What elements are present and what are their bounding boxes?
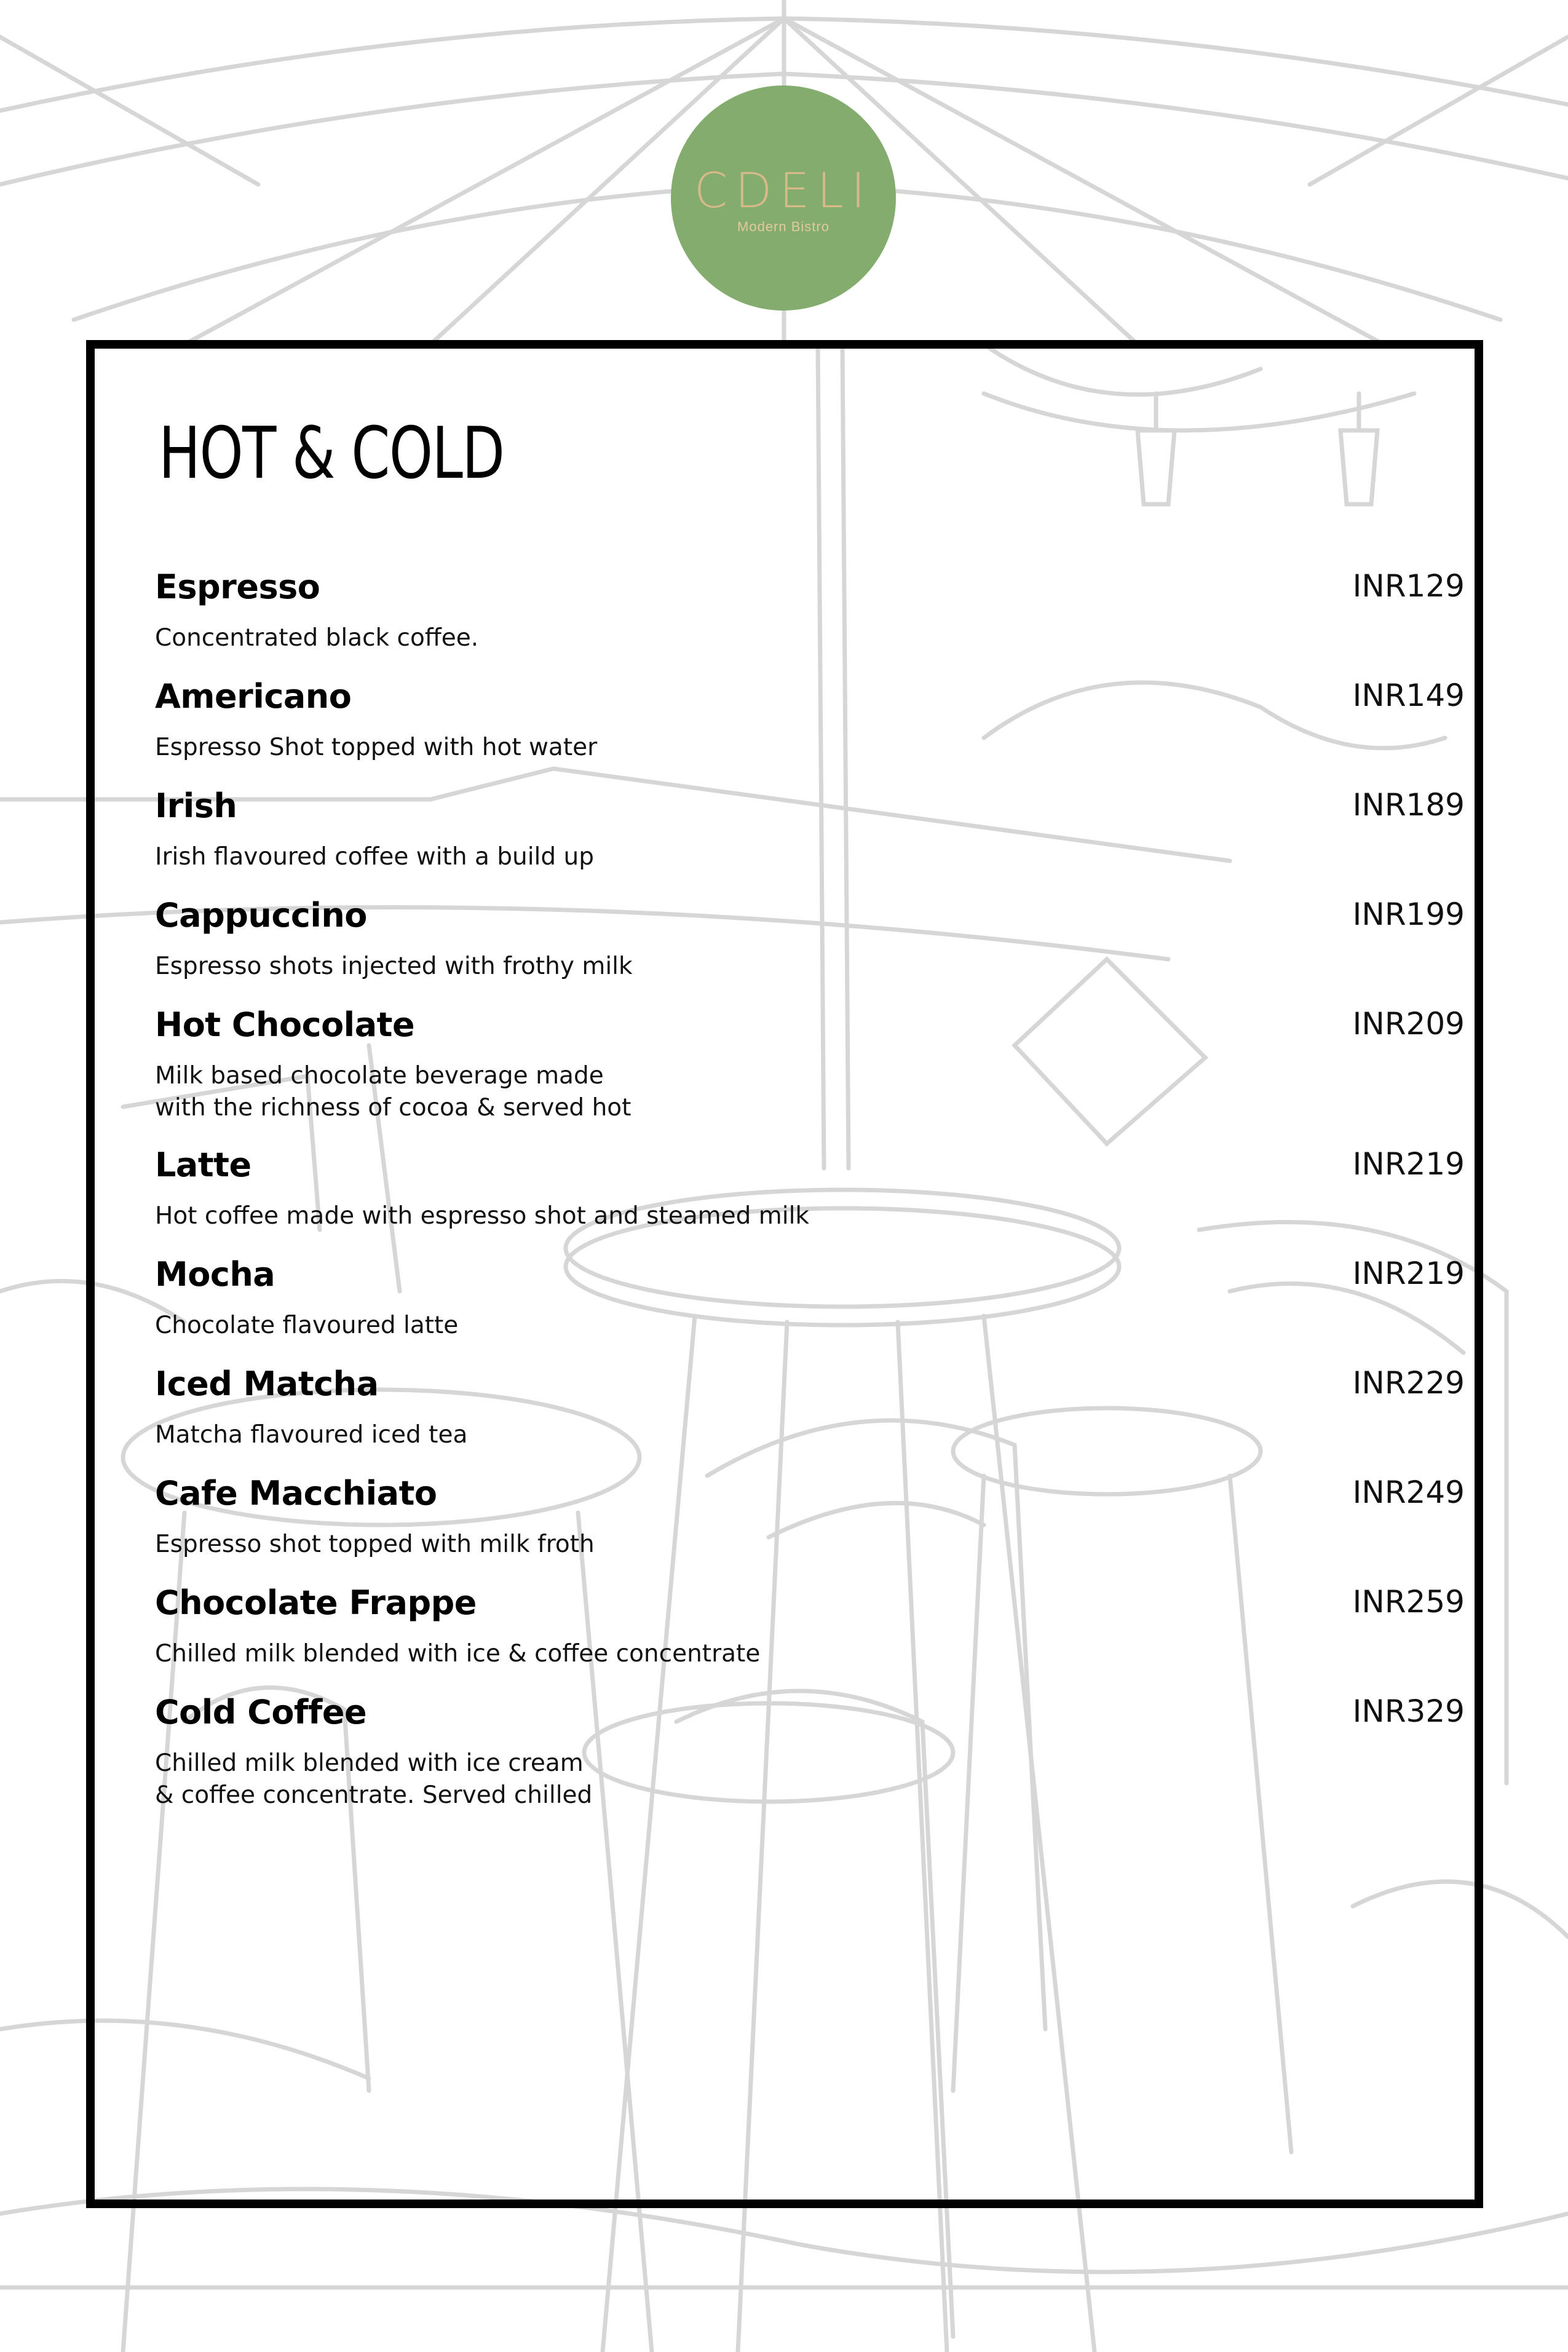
logo-wordmark: CDELI: [694, 164, 873, 219]
menu-item-name: Iced Matcha: [155, 1364, 379, 1403]
menu-item-name: Cappuccino: [155, 896, 367, 935]
menu-item-description: Irish flavoured coffee with a build up: [155, 843, 595, 871]
logo-subtitle: Modern Bistro: [737, 219, 830, 234]
menu-item-description: Espresso shot topped with milk froth: [155, 1530, 595, 1558]
menu-item-description: Hot coffee made with espresso shot and steamed milk: [155, 1202, 809, 1230]
menu-item-price: INR219: [1352, 1256, 1465, 1291]
menu-item-price: INR129: [1352, 568, 1465, 604]
logo-badge: [671, 85, 896, 311]
menu-item: [155, 1146, 1465, 1258]
menu-item-name: Chocolate Frappe: [155, 1583, 477, 1622]
menu-item: [155, 896, 1465, 1008]
menu-item-name: Latte: [155, 1146, 251, 1184]
menu-item-list: [155, 568, 1465, 1836]
menu-item-name: Cafe Macchiato: [155, 1474, 437, 1513]
menu-item-name: Irish: [155, 786, 237, 825]
menu-item-description: Concentrated black coffee.: [155, 624, 479, 652]
menu-item-name: Espresso: [155, 568, 320, 606]
menu-item-description: Matcha flavoured iced tea: [155, 1421, 468, 1449]
menu-item-description: Milk based chocolate beverage made with the richness of cocoa & served hot: [155, 1062, 632, 1122]
menu-item-price: INR329: [1352, 1693, 1465, 1729]
menu-item: [155, 1693, 1465, 1836]
menu-item-name: Americano: [155, 677, 352, 716]
menu-item: [155, 1005, 1465, 1149]
menu-item: [155, 1474, 1465, 1586]
menu-item-description: Chilled milk blended with ice cream & coffee concentrate. Served chilled: [155, 1749, 593, 1809]
menu-section-title: HOT & COLD: [159, 412, 504, 495]
menu-item: [155, 1255, 1465, 1368]
menu-item: [155, 568, 1465, 680]
menu-item-description: Espresso shots injected with frothy milk: [155, 952, 633, 980]
menu-item-description: Espresso Shot topped with hot water: [155, 734, 598, 761]
menu-item: [155, 1583, 1465, 1696]
menu-item-price: INR209: [1352, 1006, 1465, 1042]
menu-item-price: INR199: [1352, 897, 1465, 932]
menu-item-price: INR259: [1352, 1584, 1465, 1620]
menu-item-name: Mocha: [155, 1255, 275, 1294]
menu-item-price: INR189: [1352, 787, 1465, 823]
menu-item-name: Hot Chocolate: [155, 1005, 415, 1044]
menu-item-description: Chilled milk blended with ice & coffee concentrate: [155, 1640, 761, 1668]
menu-item-name: Cold Coffee: [155, 1693, 367, 1732]
menu-item-price: INR219: [1352, 1146, 1465, 1182]
menu-item-price: INR149: [1352, 678, 1465, 713]
menu-item: [155, 677, 1465, 790]
menu-item-description: Chocolate flavoured latte: [155, 1312, 459, 1339]
menu-item-price: INR249: [1352, 1475, 1465, 1510]
menu-item-price: INR229: [1352, 1365, 1465, 1401]
menu-item: [155, 1364, 1465, 1477]
menu-item: [155, 786, 1465, 899]
